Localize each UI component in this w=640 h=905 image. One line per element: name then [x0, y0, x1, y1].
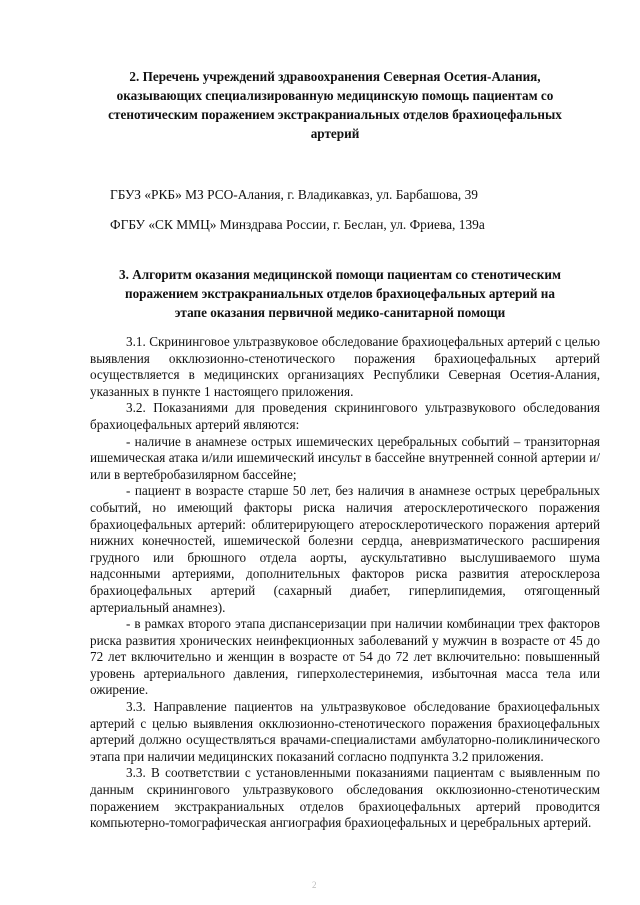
institution-item: ФГБУ «СК ММЦ» Минздрава России, г. Беслан, ул. Фриева, 139а: [110, 217, 485, 232]
paragraph-3-3: 3.3. Направление пациентов на ультразвуковое обследование брахиоцефальных артерий с целью выявления окклюзионно-стенотического поражения брахиоцефальных артерий должно осуществляться врачами-специалистами амбулаторно-поликлинического этапа при наличии медицинских показаний согласно подпункта 3.2 приложения.: [90, 699, 600, 764]
paragraph-3-3-second: 3.3. В соответствии с установленными показаниями пациентам с выявленным по данным скринингового ультразвукового обследования окклюзионно-стенотическим поражением экстракраниальных отделов брахиоцефальных артерий проводится компьютерно-томографическая ангиография брахиоцефальных и церебральных артерий.: [90, 765, 600, 831]
indication-item: - пациент в возрасте старше 50 лет, без наличия в анамнезе острых церебральных событий, но имеющий факторы риска наличия атеросклеротического поражения брахиоцефальных артерий: облитерирующего атеросклеротического поражения артерий нижних конечностей, ишемической болезни сердца, аневризматического расширения грудного или брюшного отдела аорты, аускультативно выслушиваемого шума надсонными артериями, дополнительных факторов риска развития атеросклероза брахиоцефальных артерий (сахарный диабет, гиперлипидемия, отягощенный артериальный анамнез).: [90, 483, 600, 615]
paragraph-3-1: 3.1. Скрининговое ультразвуковое обследование брахиоцефальных артерий с целью выявления окклюзионно-стенотического поражения брахиоцефальных артерий осуществляется в медицинских организациях Республики Северная Осетия-Алания, указанных в пункте 1 настоящего приложения.: [90, 334, 600, 399]
indication-item: - в рамках второго этапа диспансеризации при наличии комбинации трех факторов риска развития хронических неинфекционных заболеваний у мужчин в возрасте от 45 до 72 лет включительно и женщин в возрасте от 54 до 72 лет включительно: повышенный уровень артериального давления, гиперхолестеринемия, избыточная масса тела или ожирение.: [90, 616, 600, 698]
paragraph-3-2: 3.2. Показаниями для проведения скринингового ультразвукового обследования брахиоцефальных артерий являются:: [90, 400, 600, 432]
page-number: 2: [312, 880, 317, 890]
institution-item: ГБУЗ «РКБ» МЗ РСО-Алания, г. Владикавказ, ул. Барбашова, 39: [110, 187, 479, 202]
section-2-heading: 2. Перечень учреждений здравоохранения Северная Осетия-Алания, оказывающих специализированную медицинскую помощь пациентам со стенотическим поражением экстракраниальных отделов брахиоцефальных артерий: [108, 69, 562, 141]
section-3-heading: 3. Алгоритм оказания медицинской помощи пациентам со стенотическим поражением экстракраниальных отделов брахиоцефальных артерий на этапе оказания первичной медико-санитарной помощи: [119, 267, 561, 320]
section-3-body: [90, 334, 600, 832]
indication-item: - наличие в анамнезе острых ишемических церебральных событий – транзиторная ишемическая атака и/или ишемический инсульт в бассейне внутренней сонной артерии и/или в вертебробазилярном бассейне;: [90, 433, 600, 482]
